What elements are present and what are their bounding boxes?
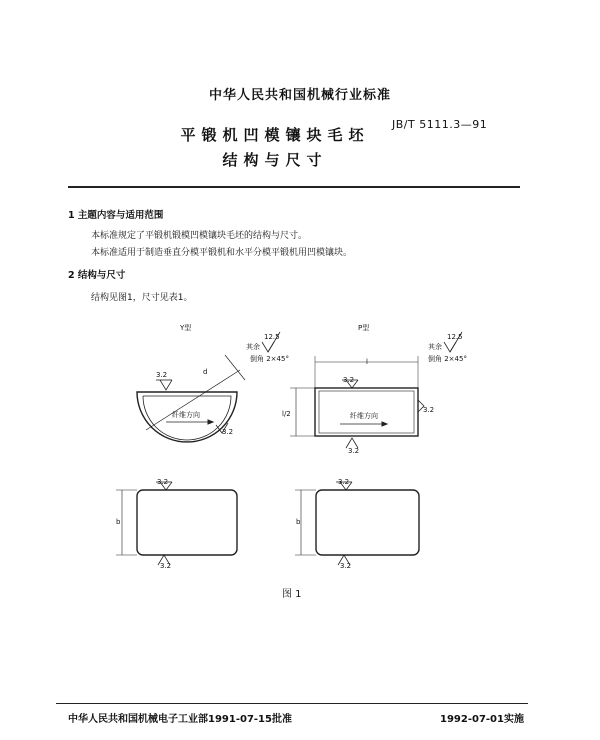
roughness-symbols-y: [156, 332, 280, 433]
figure-type-y-label: Y型: [180, 324, 192, 332]
issuing-organization: 中华人民共和国机械行业标准: [208, 88, 391, 103]
dim-l-label: l: [366, 358, 368, 366]
roughness-p-side: 3.2: [423, 406, 435, 414]
roughness-rect-left-bottom: 3.2: [160, 562, 172, 570]
rect-right-view: [295, 482, 419, 565]
document-title-line1: 平锻机凹模镶块毛坯: [180, 126, 370, 144]
dim-b-right: b: [296, 518, 301, 526]
roughness-y-side: 3.2: [222, 428, 234, 436]
standard-code: JB/T 5111.3—91: [392, 118, 488, 131]
p-type-rectangle: [290, 356, 418, 436]
chamfer-note-y: 倒角 2×45°: [250, 355, 289, 363]
roughness-rect-right-bottom: 3.2: [340, 562, 352, 570]
dim-d-label: d: [203, 368, 208, 376]
effective-date: 1992-07-01实施: [440, 714, 524, 725]
section-2-heading: 2 结构与尺寸: [68, 270, 126, 281]
section-1-heading: 1 主题内容与适用范围: [68, 210, 164, 221]
rect-left-view: [116, 482, 237, 565]
chamfer-note-p: 倒角 2×45°: [428, 355, 467, 363]
fiber-direction-p: 纤维方向: [350, 412, 378, 420]
roughness-p-bottom: 3.2: [348, 447, 360, 455]
figure-caption: 图 1: [282, 589, 302, 600]
section-1-paragraph-2: 本标准适用于制造垂直分模平锻机和水平分模平锻机用凹模镶块。: [91, 248, 353, 258]
dim-l2-label: l/2: [282, 410, 291, 418]
rest-label-y: 其余: [246, 343, 260, 351]
fiber-direction-y: 纤维方向: [172, 411, 200, 419]
rest-value-p: 12.5: [447, 333, 463, 341]
rest-value-y: 12.5: [264, 333, 280, 341]
document-title-line2: 结构与尺寸: [222, 151, 328, 169]
roughness-rect-left-top: 3.2: [157, 478, 169, 486]
roughness-symbols-p: [342, 332, 462, 448]
approval-info: 中华人民共和国机械电子工业部1991-07-15批准: [68, 714, 292, 725]
section-1-paragraph-1: 本标准规定了平锻机锻模凹模镶块毛坯的结构与尺寸。: [91, 231, 308, 241]
figure-type-p-label: P型: [358, 324, 370, 332]
roughness-rect-right-top: 3.2: [338, 478, 350, 486]
roughness-y-top: 3.2: [156, 371, 168, 379]
section-2-paragraph-1: 结构见图1，尺寸见表1。: [91, 293, 193, 303]
rest-label-p: 其余: [428, 343, 442, 351]
y-type-semicircle: [137, 355, 245, 442]
footer-rule: [56, 703, 528, 704]
roughness-p-top: 3.2: [343, 376, 355, 384]
dim-b-left: b: [116, 518, 121, 526]
